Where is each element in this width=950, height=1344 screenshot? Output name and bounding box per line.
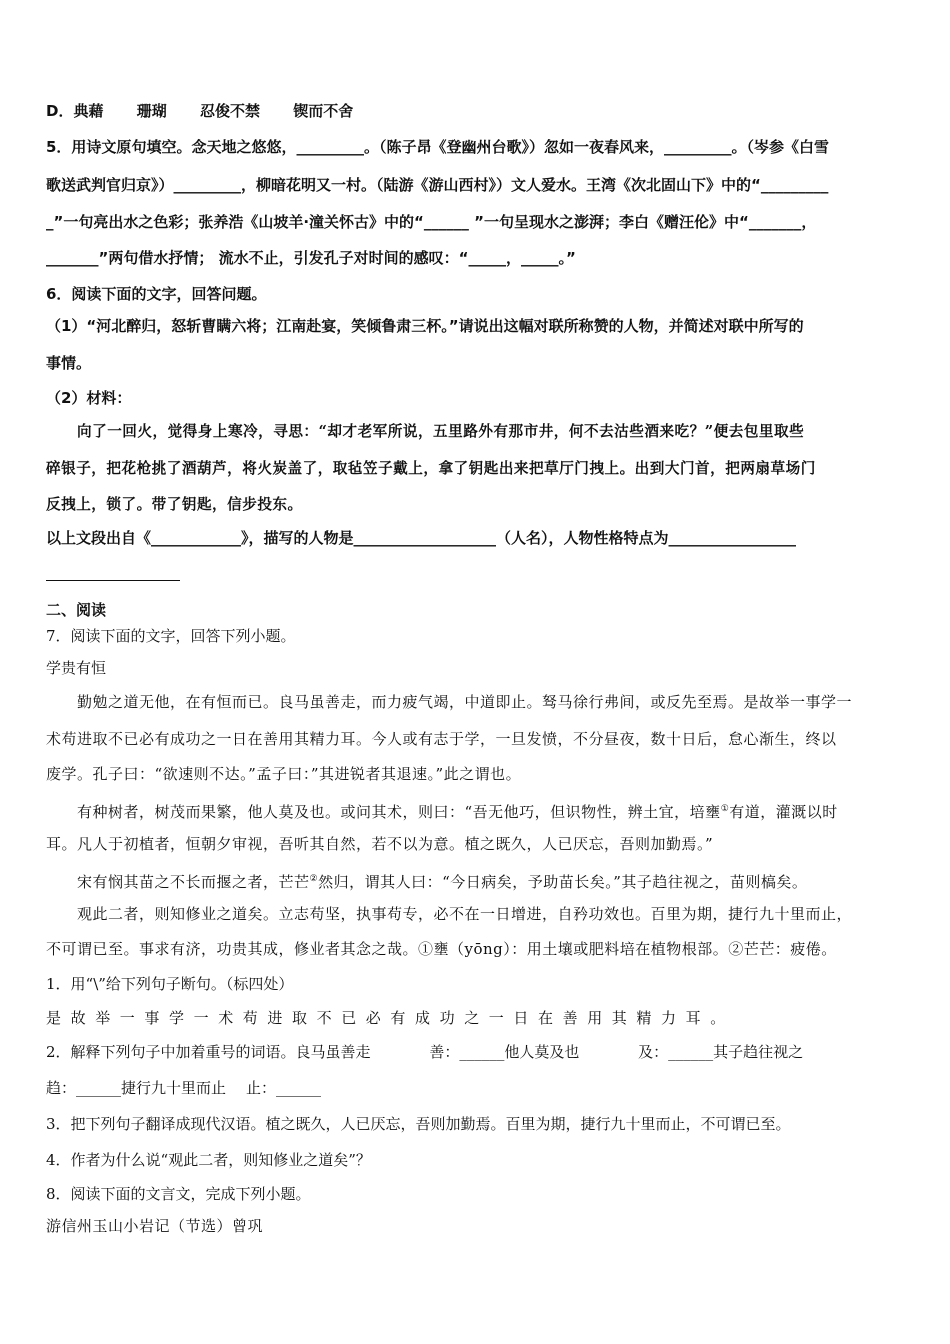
subq-4: 4．作者为什么说“观此二者，则知修业之道矣”？ <box>46 1151 371 1169</box>
passage-p3-text-b: 然归，谓其人曰：“今日病矣，予助苗长矣。”其子趋往视之，苗则槁矣。 <box>318 873 808 891</box>
q6-part1-line2: 事情。 <box>46 354 92 372</box>
passage-p4-line1: 观此二者，则知修业之道矣。立志苟坚，执事苟专，必不在一日增进，自矜功效也。百里为期，捷行九十里而止， <box>77 905 853 923</box>
subq-3: 3．把下列句子翻译成现代汉语。植之既久，人已厌忘，吾则加勤焉。百里为期，捷行九十里而止，不可谓已至。 <box>46 1115 791 1133</box>
subq-2 <box>46 1042 803 1062</box>
q6-fill-blank: 以上文段出自《____________》，描写的人物是___________________（人名），人物性格特点为_________________ <box>46 529 797 547</box>
q6-heading: 6．阅读下面的文字，回答问题。 <box>46 285 267 303</box>
option-d-word-3: 忍俊不禁 <box>199 102 260 120</box>
q5-line-4: _______”两句借水抒情； 流水不止，引发孔子对时间的感叹：“_____，_____。” <box>46 249 576 267</box>
passage-p1-line1: 勤勉之道无他，在有恒而已。良马虽善走，而力疲气竭，中道即止。驽马徐行弗间，或反先至焉。是故举一事学一 <box>77 693 853 711</box>
passage-p2-text-a: 有种树者，树茂而果繁，他人莫及也。或问其术，则曰：“吾无他巧，但识物性，辨土宜，培壅 <box>77 803 721 821</box>
footnote-ref-1: ① <box>720 804 730 814</box>
subq-2-cont <box>46 1078 321 1098</box>
answer-rule <box>46 580 180 581</box>
passage-p4-line2: 不可谓已至。事求有济，功贵其成，修业者其念之哉。①壅（yōng）：用土壤或肥料培在植物根部。②芒芒：疲倦。 <box>46 940 837 958</box>
q7-heading: 7．阅读下面的文字，回答下列小题。 <box>46 627 296 645</box>
footnote-ref-2: ② <box>309 874 319 884</box>
q6-part1-line1: （1）“河北醉归，怒斩曹瞒六将；江南赴宴，笑倾鲁肃三杯。”请说出这幅对联所称赞的人物，并简述对联中所写的 <box>46 317 804 335</box>
subq-2-text: 2．解释下列句子中加着重号的词语。良马虽善走 <box>46 1043 371 1061</box>
passage-p3-line1 <box>77 869 807 892</box>
passage-p1-line2: 术苟进取不已必有成功之一日在善用其精力耳。今人或有志于学，一旦发愤，不分昼夜，数十日后，怠心渐生，终以 <box>46 730 837 748</box>
passage-p3-text-a: 宋有悯其苗之不长而揠之者，芒芒 <box>77 873 310 891</box>
subq-1-sentence: 是故举一事学一术苟进取不已必有成功之一日在善用其精力耳。 <box>46 1009 735 1027</box>
q8-passage-title: 游信州玉山小岩记（节选）曾巩 <box>46 1217 264 1235</box>
q8-heading: 8．阅读下面的文言文，完成下列小题。 <box>46 1185 311 1203</box>
passage-p2-line1 <box>77 799 838 822</box>
subq-1: 1．用“\”给下列句子断句。（标四处） <box>46 975 294 993</box>
passage-p2-text-b: 有道，灌溉以时 <box>729 803 838 821</box>
passage-p1-line3: 废学。孔子曰：“欲速则不达。”孟子曰：”其进锐者其退速。”此之谓也。 <box>46 765 522 783</box>
passage-p2-line2: 耳。凡人于初植者，恒朝夕审视，吾听其自然，若不以为意。植之既久，人已厌忘，吾则加勤焉。” <box>46 835 714 853</box>
subq-2-item-4: 止：______ <box>246 1079 322 1097</box>
option-d-word-2: 珊瑚 <box>136 102 167 120</box>
subq-2-item-1: 善：______他人莫及也 <box>429 1043 580 1061</box>
q5-line-3: _”一句亮出水之色彩；张养浩《山坡羊·潼关怀古》中的“______ ”一句呈现水之澎湃；李白《赠汪伦》中“_______， <box>46 213 817 231</box>
subq-2-item-2: 及：______其子趋往视之 <box>638 1043 804 1061</box>
q6-part2-label: （2）材料： <box>46 389 132 407</box>
passage-title: 学贵有恒 <box>46 659 107 677</box>
q5-line-1: 5．用诗文原句填空。念天地之悠悠，_________。（陈子昂《登幽州台歌》）忽如一夜春风来，_________。（岑参《白雪 <box>46 138 829 156</box>
material-line-3: 反拽上，锁了。带了钥匙，信步投东。 <box>46 496 303 513</box>
q5-line-2: 歌送武判官归京》）_________，柳暗花明又一村。（陆游《游山西村》）文人爱水。王湾《次北固山下》中的“_________ <box>46 176 829 194</box>
material-line-1: 向了一回火，觉得身上寒冷，寻思：“却才老军所说，五里路外有那市井，何不去沽些酒来吃？”便去包里取些 <box>77 423 805 440</box>
option-d-word-4: 锲而不舍 <box>293 102 354 120</box>
section-2-title: 二、阅读 <box>46 601 107 619</box>
subq-2-item-3: 趋：______捷行九十里而止 <box>46 1079 227 1097</box>
material-line-2: 碎银子，把花枪挑了酒葫芦，将火炭盖了，取毡笠子戴上，拿了钥匙出来把草厅门拽上。出到大门首，把两扇草场门 <box>46 460 816 477</box>
option-d-label: D．典藉 <box>46 102 104 120</box>
option-d <box>46 101 353 121</box>
